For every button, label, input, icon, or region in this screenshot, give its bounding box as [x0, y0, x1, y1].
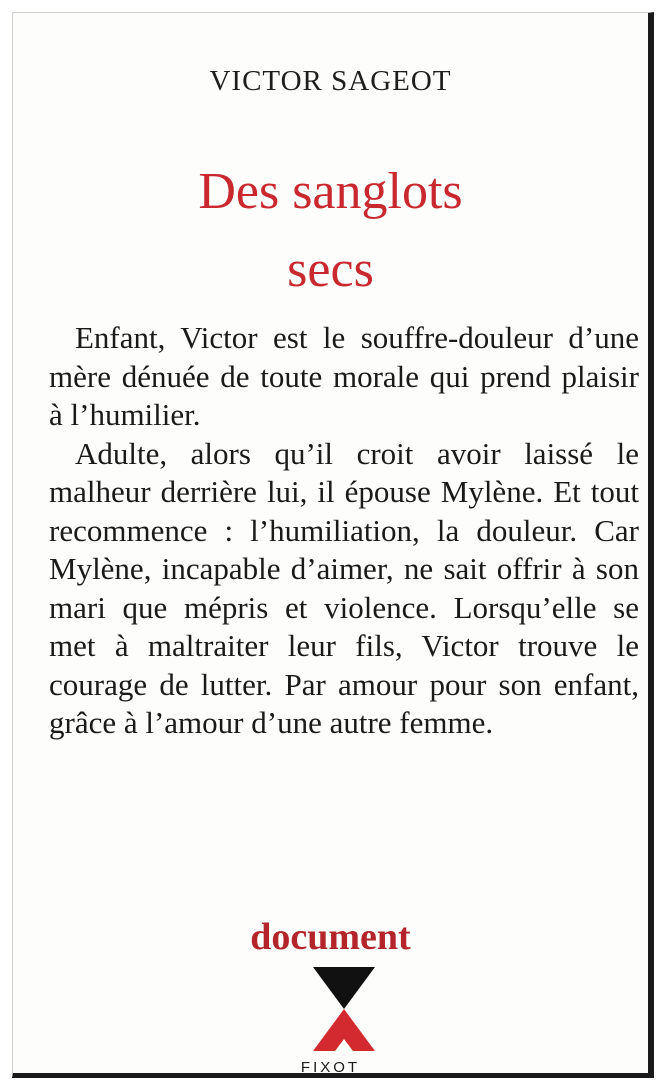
- book-title: [13, 153, 648, 309]
- collection-label: document: [250, 916, 411, 958]
- book-cover: [12, 12, 654, 1078]
- blurb-paragraph-2: Adulte, alors qu’il croit avoir laissé le malheur derrière lui, il épouse Mylène. Et tout recommence : l’humiliation, la douleur. Car Mylène, incapable d’aimer, ne sait offrir à son mari que mépris et violence. Lorsqu’elle se met à maltraiter leur fils, Victor trouve le courage de lutter. Par amour pour son enfant, grâce à l’amour d’une autre femme.: [49, 435, 639, 740]
- author-name: VICTOR SAGEOT: [209, 65, 452, 97]
- logo-top-half: [313, 967, 375, 1009]
- fixot-x-logo-icon: [309, 963, 379, 1055]
- blurb-paragraph-1: Enfant, Victor est le souffre-douleur d’une mère dénuée de toute morale qui prend plaisir à l’humilier.: [49, 320, 639, 432]
- publisher-name: FIXOT: [300, 1059, 361, 1076]
- title-line-1: Des sanglots: [198, 163, 463, 220]
- back-cover-blurb: [49, 319, 639, 743]
- title-line-2: secs: [287, 241, 374, 298]
